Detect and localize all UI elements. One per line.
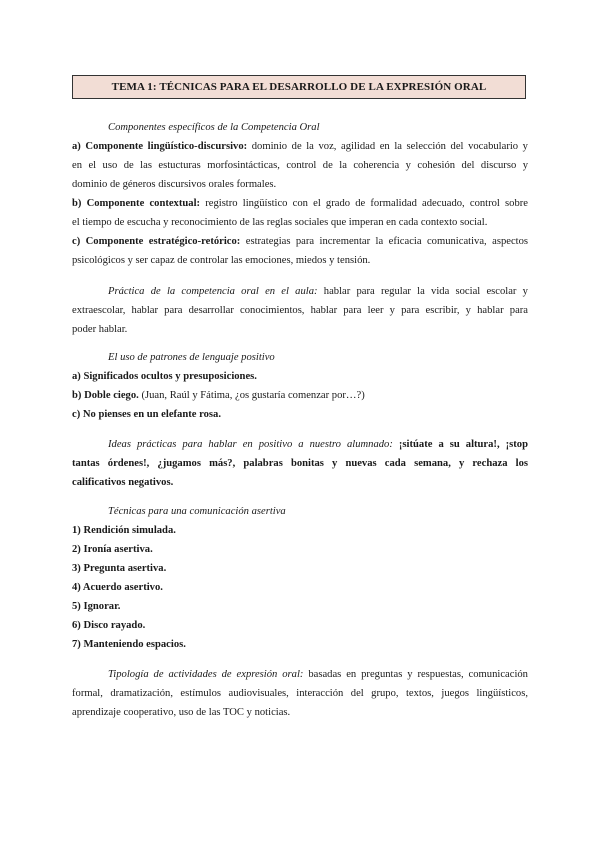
paragraph-line: aprendizaje cooperativo, uso de las TOC y noticias.: [72, 707, 291, 718]
list-item: b) Doble ciego. (Juan, Raúl y Fátima, ¿os gustaría comenzar por…?): [72, 390, 365, 401]
section-heading-componentes: Componentes específicos de la Competencia Oral: [108, 122, 320, 133]
paragraph-line: Práctica de la competencia oral en el aula: hablar para regular la vida social escolar y: [108, 286, 528, 297]
paragraph-line: poder hablar.: [72, 324, 128, 335]
list-item: 3) Pregunta asertiva.: [72, 563, 167, 574]
paragraph-line: tantas órdenes!, ¿jugamos más?, palabras bonitas y nuevas cada semana, y rechaza los: [72, 458, 528, 469]
paragraph-line: el tiempo de escucha y reconocimiento de las reglas sociales que imperan en cada contexto social.: [72, 217, 488, 228]
list-item: 2) Ironía asertiva.: [72, 544, 153, 555]
list-item: 7) Manteniendo espacios.: [72, 639, 186, 650]
paragraph-line: extraescolar, hablar para desarrollar conocimientos, hablar para leer y para escribir, y hablar para: [72, 305, 528, 316]
paragraph-line: formal, dramatización, estímulos audiovisuales, interacción del grupo, textos, juegos lingüísticos,: [72, 688, 528, 699]
paragraph-line: en el uso de las estucturas morfosintácticas, control de la coherencia y cohesión del discurso y: [72, 160, 528, 171]
paragraph-line: c) Componente estratégico-retórico: estrategias para incrementar la eficacia comunicativa, aspectos: [72, 236, 529, 247]
paragraph-line: a) Componente lingüístico-discursivo: dominio de la voz, agilidad en la selección del vocabulario y: [72, 141, 528, 152]
section-heading-patrones: El uso de patrones de lenguaje positivo: [108, 352, 275, 363]
list-item: 5) Ignorar.: [72, 601, 121, 612]
list-item: a) Significados ocultos y presuposiciones.: [72, 371, 257, 382]
list-item: 4) Acuerdo asertivo.: [72, 582, 163, 593]
paragraph-line: dominio de géneros discursivos orales formales.: [72, 179, 277, 190]
paragraph-line: Ideas prácticas para hablar en positivo a nuestro alumnado: ¡sitúate a su altura!, ¡stop: [108, 439, 528, 450]
list-item: 1) Rendición simulada.: [72, 525, 176, 536]
list-item: 6) Disco rayado.: [72, 620, 146, 631]
paragraph-line: Tipología de actividades de expresión oral: basadas en preguntas y respuestas, comunicación: [108, 669, 528, 680]
page-title: TEMA 1: TÉCNICAS PARA EL DESARROLLO DE LA EXPRESIÓN ORAL: [72, 75, 526, 99]
paragraph-line: b) Componente contextual: registro lingüístico con el grado de formalidad adecuado, control sobre: [72, 198, 528, 209]
section-heading-tecnicas: Técnicas para una comunicación asertiva: [108, 506, 286, 517]
paragraph-line: psicológicos y ser capaz de controlar las emociones, miedos y tensión.: [72, 255, 371, 266]
list-item: c) No pienses en un elefante rosa.: [72, 409, 221, 420]
paragraph-line: calificativos negativos.: [72, 477, 174, 488]
